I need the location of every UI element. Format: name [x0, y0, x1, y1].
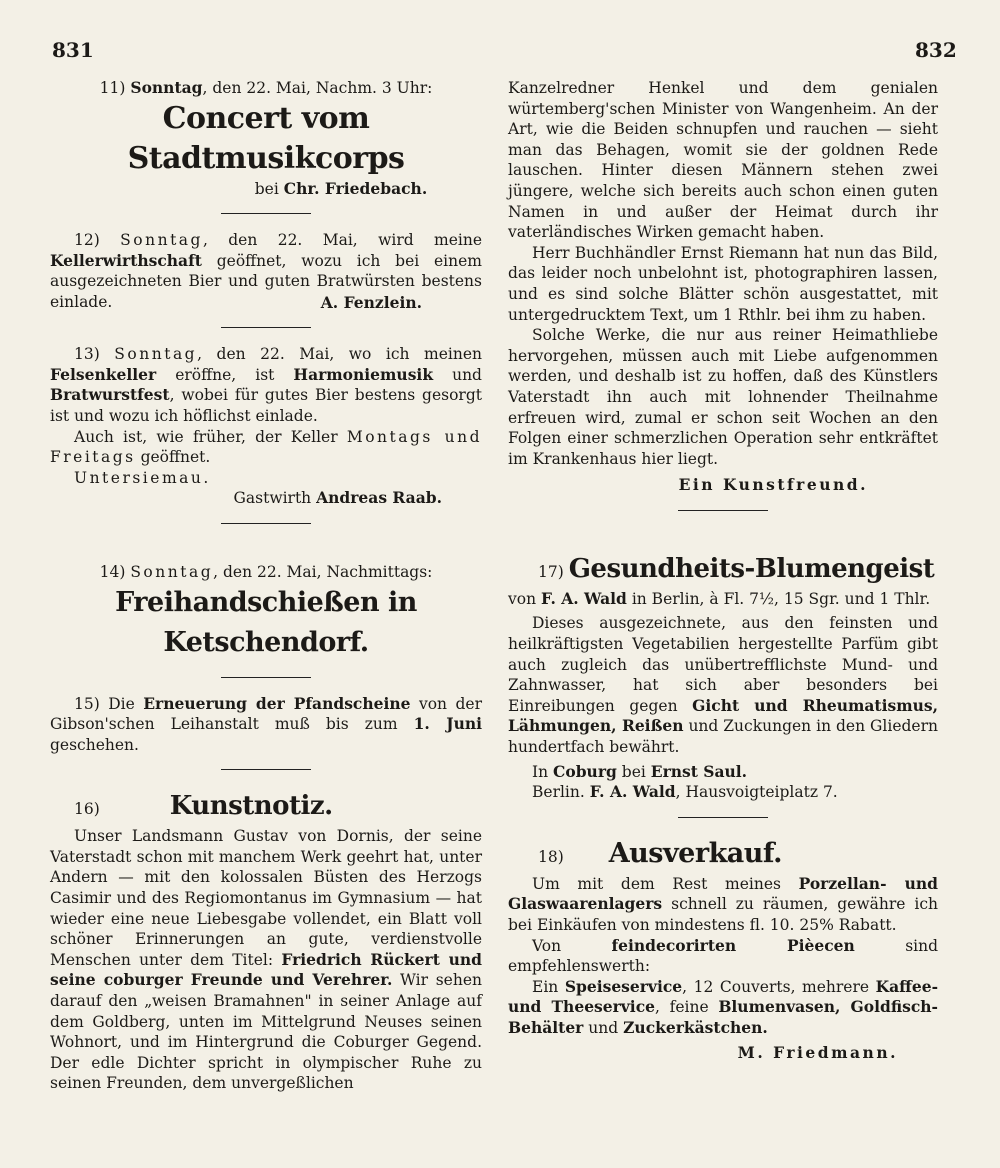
- notice-text: Unser Landsmann Gustav von Dornis, der seine Vaterstadt schon mit manchem Werk geehrt hat, unter Andern — mit den kolossalen Büsten des Herzogs Casimir und des Regiomontanus im Gymnasium — hat wieder eine neue Liebesgabe vollendet, ein Blatt voll schöner Erinnerungen an gute, verdienstvolle Menschen unter dem Titel:: [50, 827, 482, 969]
- notice-date: , den 22. Mai, Nachmittags:: [213, 562, 433, 581]
- divider: [221, 523, 311, 524]
- notice-days: Montags und Freitags: [50, 427, 482, 467]
- notice-text: in Berlin, à Fl. 7½, 15 Sgr. und 1 Thlr.: [626, 589, 931, 608]
- notice-date: , den 22. Mai, Nachm. 3 Uhr:: [202, 79, 433, 97]
- notice-headline: Kunstnotiz.: [169, 791, 333, 822]
- notice-text: Um mit dem Rest meines: [532, 874, 799, 893]
- notice-headline: Gesundheits-Blumengeist: [568, 553, 935, 584]
- notice-number: 15): [74, 694, 100, 713]
- notice-text: von: [508, 589, 541, 608]
- notice-text: bei: [616, 762, 651, 781]
- notice-text: Kanzelredner Henkel und dem genialen würtemberg'schen Minister von Wangenheim. An der Art, wie die Beiden schnupfen und rauchen — sieht man das Behagen, womit sie der goldnen Rede lauschen. Hinter diesen Männern stehen zwei jüngere, welche sich bereits auch schon einen guten Namen in und außer der Heimat durch ihr vaterländisches Wirken gemacht haben.: [508, 79, 938, 242]
- notice-text: schnell zu räumen, gewähre ich bei Einkäufen von mindestens fl. 10. 25% Rabatt.: [508, 895, 938, 934]
- divider: [221, 677, 311, 678]
- left-column: [50, 78, 482, 1094]
- notice-number: 13): [74, 345, 100, 364]
- notice-host: Chr. Friedebach.: [283, 178, 428, 198]
- notice-text: , 12 Couverts, mehrere: [682, 977, 876, 996]
- notice-venue: Felsenkeller: [50, 364, 157, 384]
- notice-music: Harmoniemusik: [293, 364, 434, 384]
- notice-day: Sonntag: [130, 562, 214, 581]
- notice-stock: Porzellan- und Glaswaarenlagers: [508, 873, 938, 914]
- notice-text: , den 22. Mai, wo ich meinen: [197, 345, 482, 364]
- notice-15: [50, 694, 482, 756]
- notice-deadline: 1. Juni: [413, 714, 482, 734]
- notice-text: eröffne, ist: [156, 365, 294, 384]
- notice-venue: Kellerwirthschaft: [50, 250, 202, 270]
- notice-item: Speiseservice: [564, 976, 683, 996]
- notice-day: Sonntag: [130, 78, 203, 97]
- notice-text: sind empfehlenswerth:: [508, 936, 939, 976]
- notice-item: Blumenvasen, Goldfisch-Behälter: [508, 997, 938, 1037]
- notice-city: Coburg: [553, 761, 617, 781]
- notice-14: [50, 562, 482, 663]
- notice-text: Von: [532, 936, 612, 955]
- notice-text: Die: [99, 694, 144, 713]
- notice-12: [50, 230, 482, 313]
- notice-day: Sonntag: [120, 231, 203, 250]
- notice-number: 16): [74, 800, 100, 819]
- notice-text: bei: [254, 179, 279, 198]
- notice-text: geöffnet, wozu ich bei einem ausgezeichneten Bier und guten Bratwürsten bestens einlade.: [50, 251, 482, 311]
- notice-number: 14): [99, 562, 126, 581]
- notice-text: und: [583, 1018, 624, 1037]
- notice-number: 18): [538, 847, 564, 866]
- notice-ailments: Gicht und Rheumatismus, Lähmungen, Reißen: [508, 695, 938, 736]
- divider: [678, 510, 768, 511]
- notice-fest: Bratwurstfest: [50, 385, 170, 405]
- notice-text: Berlin.: [532, 783, 590, 802]
- notice-text: Auch ist, wie früher, der Keller: [74, 427, 347, 446]
- notice-signature: M. Friedmann.: [737, 1042, 898, 1062]
- notice-18: [508, 834, 938, 1063]
- divider: [221, 327, 311, 328]
- notice-maker: F. A. Wald: [541, 588, 627, 608]
- notice-text: Wir sehen darauf den „weisen Bramahnen" in seiner Anlage auf dem Goldberg, unten im Mittelgrund Neuses seinen Wohnort, und im Hintergrund die Coburger Gegend. Der edle Dichter spricht in olympischer Ruhe zu seinen Freunden, dem unvergeßlichen: [50, 971, 482, 1093]
- left-page-number: 831: [52, 38, 94, 62]
- notice-text: , wobei für gutes Bier bestens gesorgt ist und wozu ich höflichst einlade.: [50, 386, 482, 425]
- notice-13: [50, 344, 482, 509]
- divider: [221, 213, 311, 214]
- divider: [221, 769, 311, 770]
- notice-text: und Zuckungen in den Gliedern hundertfach bewährt.: [508, 717, 938, 757]
- right-column: [508, 78, 938, 1063]
- notice-text: In: [532, 762, 554, 781]
- notice-text: , Hausvoigteiplatz 7.: [675, 783, 838, 802]
- notice-text: Gastwirth: [233, 489, 312, 508]
- notice-text: Ein: [532, 977, 565, 996]
- notice-signature: A. Fenzlein.: [320, 292, 422, 312]
- artwork-title: Friedrich Rückert und seine coburger Freunde und Verehrer.: [50, 949, 482, 990]
- notice-maker: F. A. Wald: [589, 782, 676, 802]
- notice-16-continued: [508, 78, 938, 496]
- notice-dealer: Ernst Saul.: [650, 761, 748, 781]
- notice-headline: Concert vom Stadtmusikcorps: [127, 100, 405, 176]
- notice-text: von der Gibson'schen Leihanstalt muß bis zum: [50, 694, 482, 734]
- notice-text: Dieses ausgezeichnete, aus den feinsten und heilkräftigsten Vegetabilien hergestellte Parfüm gibt auch zugleich das unübertrefflichste Mund- und Zahnwasser, hat sich aber besonders bei Einreibungen gegen: [508, 614, 938, 715]
- notice-11: [50, 78, 482, 199]
- notice-signature: Ein Kunstfreund.: [678, 475, 868, 495]
- notice-number: 12): [74, 231, 100, 250]
- notice-signature: Andreas Raab.: [316, 488, 442, 508]
- divider: [678, 817, 768, 818]
- notice-number: 11): [99, 79, 126, 97]
- notice-item: Kaffee- und Theeservice: [508, 976, 939, 1017]
- notice-headline: Ausverkauf.: [608, 837, 782, 869]
- notice-text: Herr Buchhändler Ernst Riemann hat nun das Bild, das leider noch unbelohnt ist, photographiren lassen, und es sind solche Blätter schön ausgestattet, mit untergedrucktem Text, um 1 Rthlr. bei ihm zu haben.: [508, 243, 938, 324]
- notice-17: [508, 549, 938, 803]
- notice-text: geöffnet.: [135, 448, 211, 467]
- notice-items: feindecorirten Pièecen: [611, 935, 855, 955]
- notice-text: geschehen.: [50, 735, 139, 754]
- notice-16: [50, 786, 482, 1094]
- notice-place: Untersiemau.: [74, 468, 211, 487]
- notice-text: , feine: [655, 998, 719, 1017]
- notice-subject: Erneuerung der Pfandscheine: [143, 693, 411, 713]
- notice-text: und: [433, 365, 482, 384]
- notice-text: , den 22. Mai, wird meine: [202, 231, 482, 250]
- right-page-number: 832: [915, 38, 957, 62]
- notice-day: Sonntag: [114, 345, 198, 364]
- notice-number: 17): [538, 562, 564, 581]
- notice-item: Zuckerkästchen.: [623, 1017, 768, 1037]
- notice-headline: Freihandschießen in Ketschendorf.: [115, 586, 417, 658]
- notice-text: Solche Werke, die nur aus reiner Heimathliebe hervorgehen, müssen auch mit Liebe aufgenommen werden, und deshalb ist zu hoffen, daß des Künstlers Vaterstadt ihn auch mit lohnender Theilnahme erfreuen wird, zumal er schon seit Wochen an den Folgen einer schmerzlichen Operation sehr entkräftet im Krankenhaus hier liegt.: [508, 326, 938, 468]
